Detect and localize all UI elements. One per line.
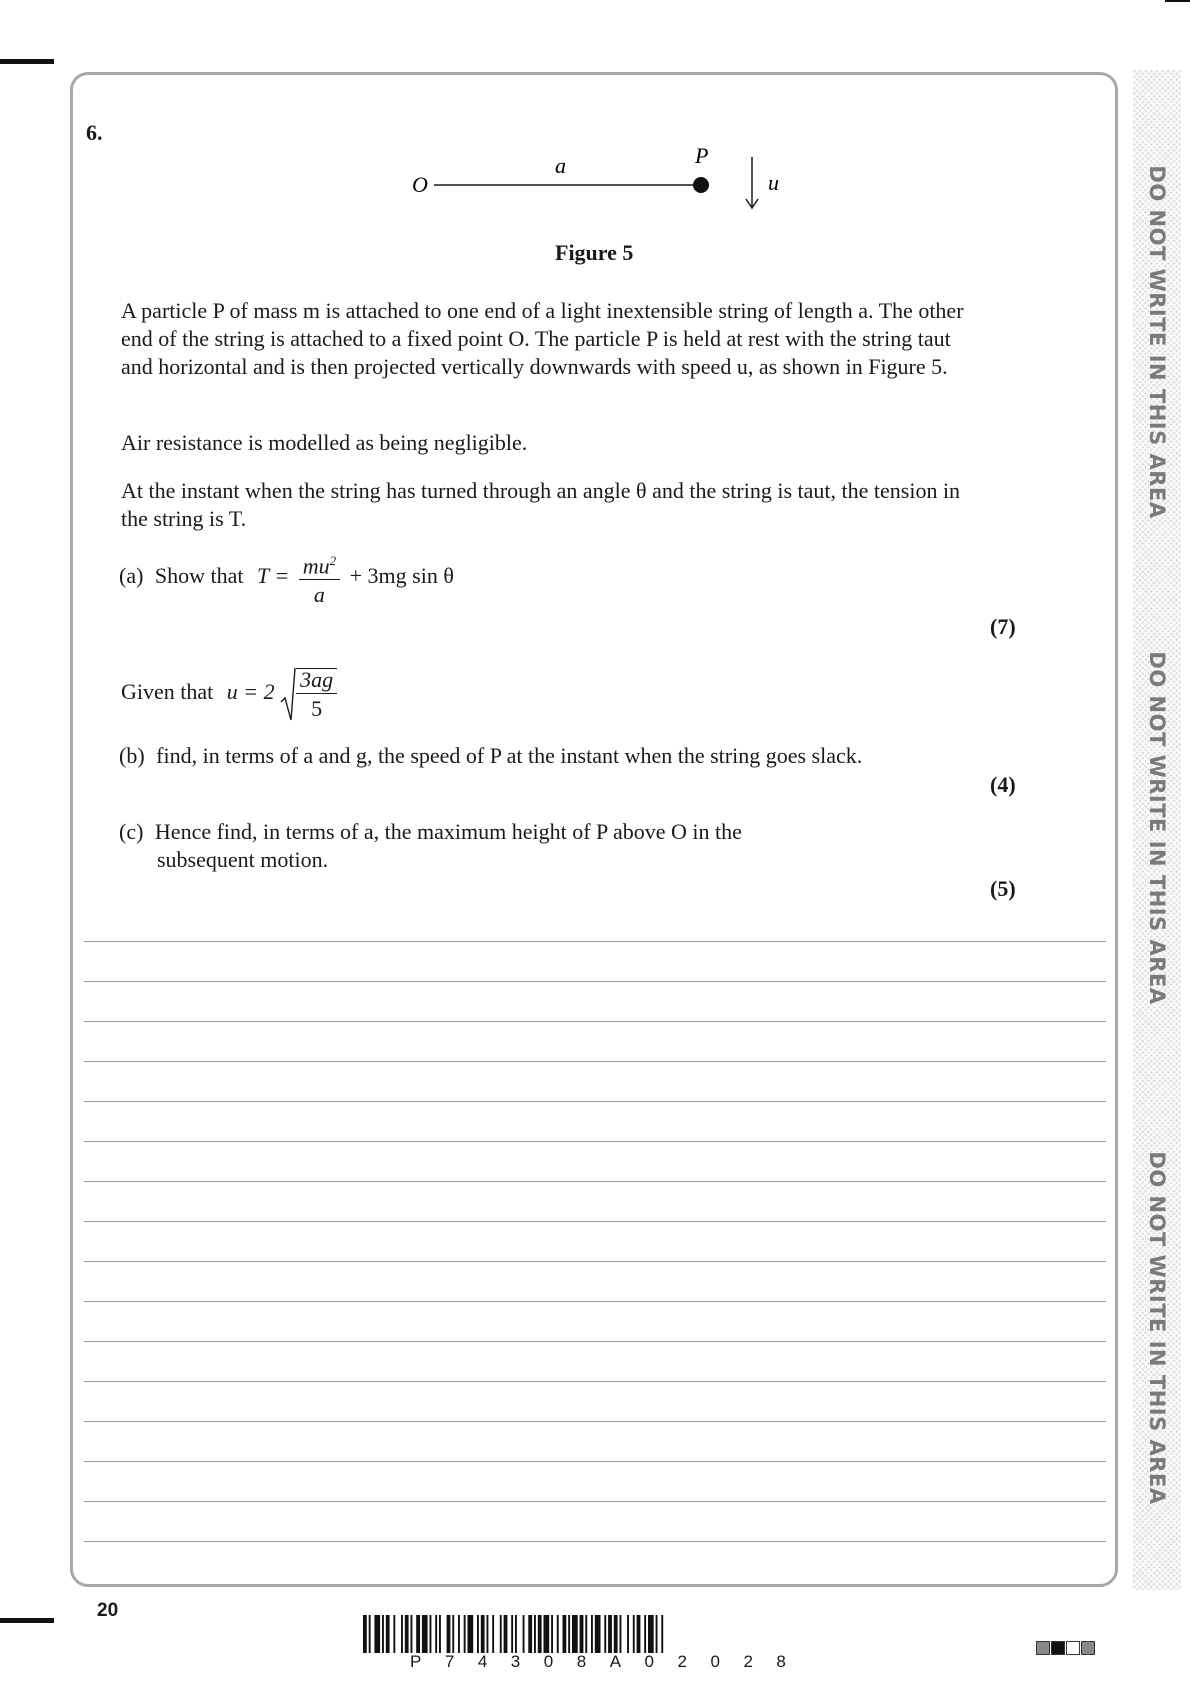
- answer-line[interactable]: [84, 1181, 1106, 1182]
- label-p: P: [695, 145, 709, 168]
- part-c-text-1: Hence find, in terms of a, the maximum height of P above O in the: [154, 819, 742, 844]
- barcode-bar: [568, 1615, 570, 1653]
- answer-line[interactable]: [84, 1541, 1106, 1542]
- barcode-bar: [439, 1615, 441, 1653]
- answer-line[interactable]: [84, 1501, 1106, 1502]
- barcode-bar: [523, 1615, 525, 1653]
- question-intro: A particle P of mass m is attached to one end of a light inextensible string of length a. The other end of the string is attached to a fixed point O. The particle P is held at rest with the string taut and horizontal and is then projected vertically downwards with speed u, as shown in Figure 5.: [121, 298, 964, 379]
- part-c-label: (c): [119, 819, 144, 844]
- position-mark: [1081, 1641, 1095, 1655]
- answer-line[interactable]: [84, 1381, 1106, 1382]
- question-number: 6.: [86, 120, 103, 145]
- figure-5-diagram: [400, 145, 800, 215]
- part-c-continued: [157, 846, 328, 874]
- barcode-text: [363, 1652, 833, 1672]
- barcode-bar: [363, 1615, 367, 1653]
- part-c: [119, 818, 742, 846]
- barcode-bar: [464, 1615, 466, 1653]
- part-c-marks: (5): [990, 876, 1016, 901]
- part-c-text-2: subsequent motion.: [157, 847, 329, 872]
- position-mark: [1051, 1641, 1065, 1655]
- barcode-char: 3: [510, 1652, 521, 1671]
- page-number: 20: [97, 1600, 119, 1621]
- barcode-bar: [648, 1615, 654, 1653]
- barcode-bar: [544, 1615, 550, 1653]
- barcode-char: 2: [743, 1652, 753, 1671]
- assumption-text: Air resistance is modelled as being negligible.: [121, 430, 528, 455]
- answer-line[interactable]: [84, 1101, 1106, 1102]
- part-a-lhs: T =: [257, 563, 290, 589]
- barcode-bar: [620, 1615, 622, 1653]
- part-a: [119, 550, 454, 606]
- barcode: [363, 1615, 833, 1653]
- barcode-bar: [504, 1615, 508, 1653]
- answer-line[interactable]: [84, 1021, 1106, 1022]
- barcode-bar: [551, 1615, 553, 1653]
- barcode-char: 8: [576, 1652, 587, 1671]
- registration-mark-bottom: [0, 1618, 54, 1623]
- part-a-frac-num: mu: [302, 553, 330, 579]
- position-mark: [1066, 1641, 1080, 1655]
- answer-line[interactable]: [84, 941, 1106, 942]
- part-b-text: find, in terms of a and g, the speed of P at the instant when the string goes slack.: [156, 743, 863, 768]
- answer-line[interactable]: [84, 1221, 1106, 1222]
- barcode-bar: [435, 1615, 437, 1653]
- barcode-bar: [637, 1615, 641, 1653]
- barcode-bar: [477, 1615, 479, 1653]
- barcode-char: 2: [677, 1652, 687, 1671]
- barcode-bar: [661, 1615, 663, 1653]
- barcode-bar: [374, 1615, 380, 1653]
- barcode-bar: [644, 1615, 646, 1653]
- barcode-bar: [411, 1615, 413, 1653]
- barcode-bar: [604, 1615, 606, 1653]
- particle-p: [693, 177, 709, 193]
- barcode-bar: [511, 1615, 513, 1653]
- barcode-bar: [430, 1615, 432, 1653]
- root-num: 3ag: [296, 669, 337, 694]
- barcode-bar: [369, 1615, 371, 1653]
- answer-line[interactable]: [84, 1301, 1106, 1302]
- barcode-bar: [656, 1615, 658, 1653]
- answer-line[interactable]: [84, 1261, 1106, 1262]
- barcode-bar: [608, 1615, 612, 1653]
- barcode-char: 0: [543, 1652, 554, 1671]
- part-a-rhs: + 3mg sin θ: [349, 563, 454, 589]
- barcode-bar: [563, 1615, 567, 1653]
- part-a-fraction: [299, 550, 340, 606]
- page-position-marks: [1036, 1641, 1096, 1655]
- answer-line[interactable]: [84, 1461, 1106, 1462]
- part-a-label: (a): [119, 563, 144, 589]
- part-a-marks: (7): [990, 614, 1016, 639]
- answer-line[interactable]: [84, 1061, 1106, 1062]
- barcode-bar: [401, 1615, 403, 1653]
- barcode-bar: [481, 1615, 485, 1653]
- barcode-bar: [580, 1615, 584, 1653]
- barcode-bar: [557, 1615, 559, 1653]
- barcode-bar: [500, 1615, 502, 1653]
- condition-text: At the instant when the string has turned through an angle θ and the string is taut, the tension in the string is T.: [121, 478, 961, 531]
- part-a-frac-sup: 2: [329, 553, 337, 568]
- barcode-bar: [534, 1615, 536, 1653]
- barcode-bar: [627, 1615, 629, 1653]
- barcode-char: A: [609, 1652, 622, 1671]
- part-a-text: Show that: [154, 563, 244, 589]
- barcode-bar: [595, 1615, 601, 1653]
- answer-line[interactable]: [84, 981, 1106, 982]
- square-root: [280, 666, 337, 722]
- barcode-bar: [538, 1615, 542, 1653]
- barcode-bar: [458, 1615, 460, 1653]
- given-expr-lhs: u = 2: [226, 679, 275, 705]
- barcode-bar: [572, 1615, 578, 1653]
- label-o: O: [412, 172, 428, 197]
- barcode-char: 8: [776, 1652, 786, 1671]
- barcode-bar: [585, 1615, 587, 1653]
- barcode-bar: [416, 1615, 420, 1653]
- given-condition: [121, 666, 337, 722]
- barcode-bar: [405, 1615, 409, 1653]
- barcode-char: 4: [477, 1652, 488, 1671]
- given-text: Given that: [121, 679, 214, 705]
- barcode-bar: [492, 1615, 494, 1653]
- label-u: u: [768, 170, 779, 195]
- barcode-bar: [447, 1615, 451, 1653]
- barcode-bar: [633, 1615, 635, 1653]
- barcode-bar: [452, 1615, 454, 1653]
- barcode-bar: [393, 1615, 395, 1653]
- barcode-bar: [386, 1615, 390, 1653]
- figure-caption: Figure 5: [555, 240, 634, 265]
- answer-line[interactable]: [84, 1341, 1106, 1342]
- part-a-frac-den: a: [313, 582, 325, 608]
- part-b-marks: (4): [990, 772, 1016, 797]
- root-den: 5: [311, 696, 323, 721]
- barcode-char: 7: [444, 1652, 455, 1671]
- barcode-bar: [528, 1615, 532, 1653]
- barcode-bar: [468, 1615, 474, 1653]
- part-b-label: (b): [119, 743, 145, 768]
- barcode-char: 0: [710, 1652, 720, 1671]
- barcode-bar: [487, 1615, 489, 1653]
- position-mark: [1036, 1641, 1050, 1655]
- registration-mark-top: [0, 59, 54, 64]
- barcode-char: 0: [644, 1652, 654, 1671]
- label-a: a: [555, 153, 566, 178]
- answer-line[interactable]: [84, 1141, 1106, 1142]
- part-b: [119, 742, 862, 770]
- answer-line[interactable]: [84, 1421, 1106, 1422]
- barcode-bar: [515, 1615, 517, 1653]
- registration-mark-top-right: [1165, 0, 1190, 2]
- barcode-bar: [591, 1615, 593, 1653]
- barcode-bar: [422, 1615, 428, 1653]
- radical-sign: [280, 666, 296, 722]
- barcode-bar: [614, 1615, 618, 1653]
- barcode-char: P: [410, 1652, 422, 1671]
- barcode-bar: [382, 1615, 384, 1653]
